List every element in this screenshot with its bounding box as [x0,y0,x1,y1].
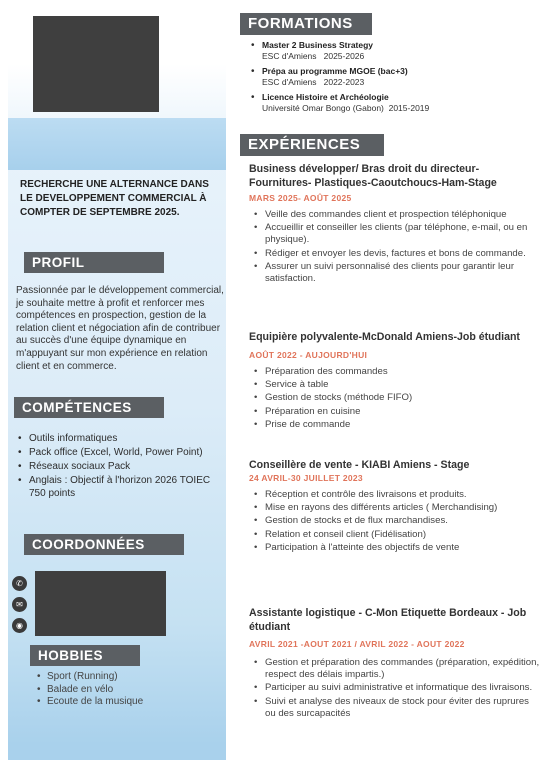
phone-icon: ✆ [12,576,27,591]
sidebar-accent-band [8,118,226,170]
list-item: • Suivi et analyse des niveaux de stock pour éviter des ruprures ou des surcapacités [249,696,541,720]
profil-text: Passionnée par le développement commercial, je souhaite mettre à profit et renforcer mes compétences en prospection, gestion de la relation client et négociation afin de contribuer au succès d'une équipe dynamique en m'appuyant sur mon expérience en relation client et en commerce. [16,285,224,372]
experience-tasks [249,657,541,720]
formation-school: ESC d'Amiens 2025-2026 [262,51,365,61]
list-item: • Anglais : Objectif à l'horizon 2026 TOIEC 750 points [14,474,224,500]
list-item: • Gestion et préparation des commandes (préparation, expédition, respect des délais impartis.) [249,657,541,681]
list-item: • Prise de commande [249,419,541,431]
coordonnees-heading: COORDONNÉES [24,534,184,555]
experience-entry [249,330,541,432]
list-item: • Mise en rayons des différents articles ( Merchandising) [249,502,541,514]
list-item: • Balade en vélo [35,684,143,697]
experience-entry [249,162,541,286]
list-item: • Ecoute de la musique [35,696,143,709]
list-item: • Rédiger et envoyer les devis, factures et bons de commande. [249,248,541,260]
experience-tasks [249,366,541,431]
formation-item [250,40,540,62]
hobbies-list [35,671,143,709]
formation-title: • Prépa au programme MGOE (bac+3) [262,66,408,76]
email-icon: ✉ [12,597,27,612]
formation-title: • Master 2 Business Strategy [262,40,374,50]
list-item: • Veille des commandes client et prospection téléphonique [249,209,541,221]
formations-heading: FORMATIONS [240,13,372,35]
formation-school: Université Omar Bongo (Gabon) 2015-2019 [262,103,430,113]
contact-icons [12,576,32,639]
formation-item [250,92,540,114]
experience-title: Equipière polyvalente-McDonald Amiens-Job étudiant [249,331,520,343]
list-item: • Relation et conseil client (Fidélisation) [249,529,541,541]
list-item: • Service à table [249,379,541,391]
experience-title: Conseillère de vente - KIABI Amiens - Stage [249,459,470,471]
list-item: • Pack office (Excel, World, Power Point) [14,446,224,459]
list-item: • Préparation en cuisine [249,406,541,418]
competences-heading: COMPÉTENCES [14,397,164,418]
formation-item [250,66,540,88]
list-item: • Gestion de stocks et de flux marchandises. [249,515,541,527]
hobbies-heading: HOBBIES [30,645,140,666]
objective-statement: RECHERCHE UNE ALTERNANCE DANS LE DEVELOPPEMENT COMMERCIAL À COMPTER DE SEPTEMBRE 2025. [20,179,209,218]
experience-tasks [249,209,541,285]
experience-date: AVRIL 2021 -AOUT 2021 / AVRIL 2022 - AOUT 2022 [249,639,465,649]
experience-entry [249,606,541,721]
profile-photo [33,16,159,112]
location-icon: ◉ [12,618,27,633]
profil-heading: PROFIL [24,252,164,273]
experiences-heading: EXPÉRIENCES [240,134,384,156]
experience-date: 24 AVRIL-30 JUILLET 2023 [249,473,363,483]
experience-tasks [249,489,541,554]
list-item: • Outils informatiques [14,432,224,445]
list-item: • Préparation des commandes [249,366,541,378]
experience-date: MARS 2025- AOÛT 2025 [249,193,352,203]
contact-details-redacted [35,571,166,636]
experience-title: Assistante logistique - C-Mon Etiquette Bordeaux - Job étudiant [249,607,527,633]
list-item: • Réseaux sociaux Pack [14,460,224,473]
experience-date: AOÛT 2022 - AUJOURD'HUI [249,350,368,360]
list-item: • Participer au suivi administrative et informatique des livraisons. [249,682,541,694]
formation-school: ESC d'Amiens 2022-2023 [262,77,365,87]
list-item: • Assurer un suivi personnalisé des clients pour garantir leur satisfaction. [249,261,541,285]
formations-list [250,40,540,118]
experience-title: Business développer/ Bras droit du directeur- Fournitures- Plastiques-Caoutchoucs-Ham-Stage [249,163,497,189]
skills-list [14,432,224,501]
list-item: • Accueillir et conseiller les clients (par téléphone, e-mail, ou en physique). [249,222,541,246]
formation-title: • Licence Histoire et Archéologie [262,92,389,102]
list-item: • Sport (Running) [35,671,143,684]
list-item: • Réception et contrôle des livraisons et produits. [249,489,541,501]
list-item: • Participation à l'atteinte des objectifs de vente [249,542,541,554]
experience-entry [249,458,541,555]
list-item: • Gestion de stocks (méthode FIFO) [249,392,541,404]
